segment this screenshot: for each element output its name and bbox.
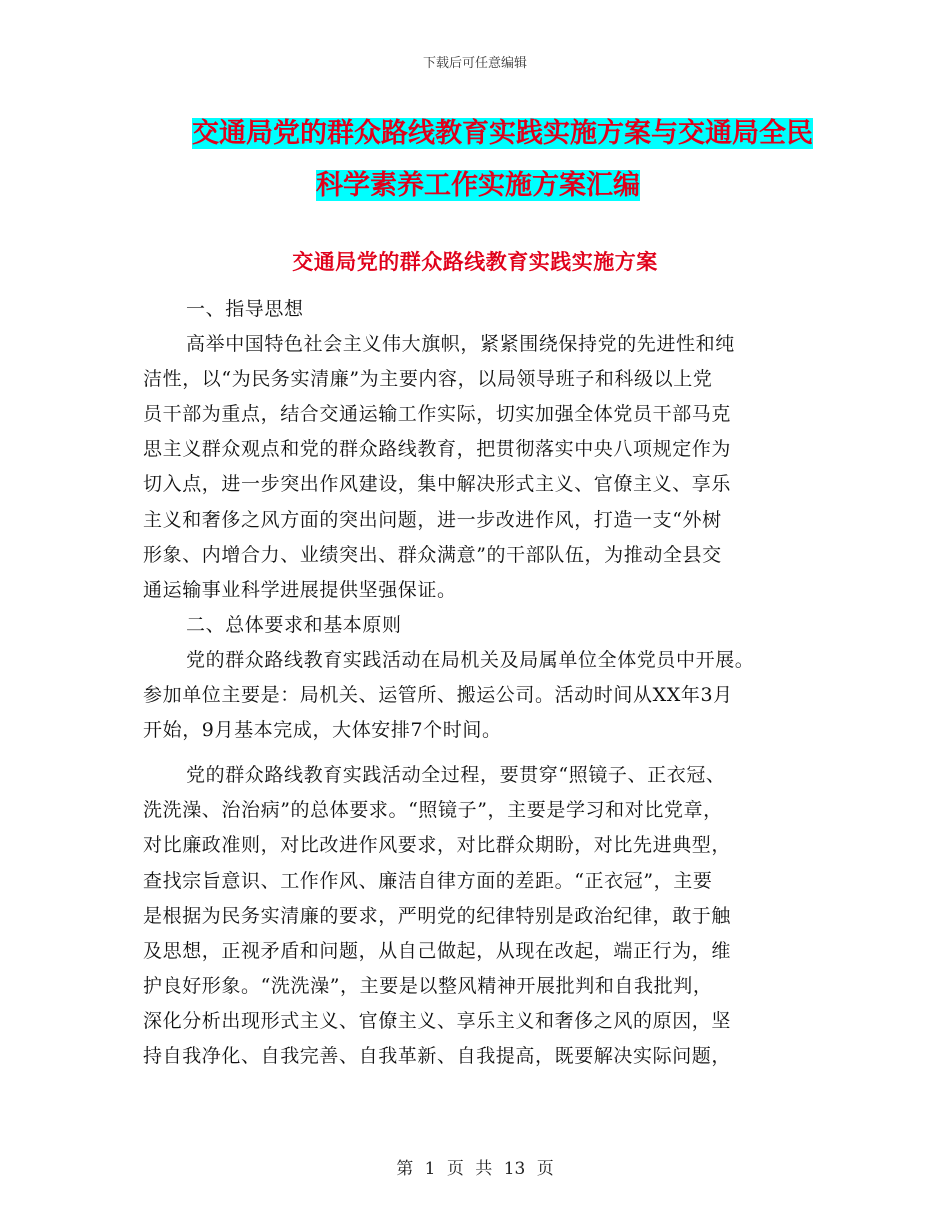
paragraph-line: 参加单位主要是：局机关、运管所、搬运公司。活动时间从XX年3月 [143,684,733,707]
paragraph-line: 形象、内增合力、业绩突出、群众满意”的干部队伍，为推动全县交 [143,543,722,566]
document-title-line-2: 科学素养工作实施方案汇编 [316,170,640,201]
heading-general-requirements: 二、总体要求和基本原则 [186,613,402,636]
paragraph-line: 高举中国特色社会主义伟大旗帜，紧紧围绕保持党的先进性和纯 [186,333,735,356]
paragraph-line: 查找宗旨意识、工作作风、廉洁自律方面的差距。“正衣冠”，主要 [143,869,713,892]
paragraph-line: 开始，9月基本完成，大体安排7个时间。 [143,719,502,742]
paragraph-line: 员干部为重点，结合交通运输工作实际，切实加强全体党员干部马克 [143,403,732,426]
paragraph-line: 党的群众路线教育实践活动全过程，要贯穿“照镜子、正衣冠、 [186,764,726,787]
paragraph-line: 对比廉政准则，对比改进作风要求，对比群众期盼，对比先进典型， [143,834,732,857]
paragraph-line: 深化分析出现形式主义、官僚主义、享乐主义和奢侈之风的原因，坚 [143,1009,732,1032]
paragraph-line: 党的群众路线教育实践活动在局机关及局属单位全体党员中开展。 [186,648,755,671]
paragraph-line: 洗洗澡、治治病”的总体要求。“照镜子”，主要是学习和对比党章， [143,799,723,822]
paragraph-line: 洁性，以“为民务实清廉”为主要内容，以局领导班子和科级以上党 [143,368,713,391]
paragraph-line: 及思想，正视矛盾和问题，从自己做起，从现在改起，端正行为，维 [143,939,732,962]
paragraph-line: 是根据为民务实清廉的要求，严明党的纪律特别是政治纪律，敢于触 [143,904,732,927]
paragraph-line: 切入点，进一步突出作风建设，集中解决形式主义、官僚主义、享乐 [143,473,732,496]
document-title [140,108,813,212]
section-title: 交通局党的群众路线教育实践实施方案 [292,249,658,274]
paragraph-line: 护良好形象。“洗洗澡”，主要是以整风精神开展批判和自我批判， [143,974,713,997]
paragraph-line: 思主义群众观点和党的群众路线教育，把贯彻落实中央八项规定作为 [143,438,732,461]
paragraph-line: 主义和奢侈之风方面的突出问题，进一步改进作风，打造一支“外树 [143,508,722,531]
heading-guiding-thought: 一、指导思想 [186,298,304,320]
page-header-note: 下载后可任意编辑 [422,56,527,71]
body-text [143,292,811,1074]
document-title-line-1: 交通局党的群众路线教育实践实施方案与交通局全民 [192,118,813,149]
paragraph-line: 持自我净化、自我完善、自我革新、自我提高，既要解决实际问题， [143,1044,732,1067]
paragraph-spacer [143,748,811,758]
page-number: 第 1 页 共 13 页 [396,1159,554,1179]
paragraph-line: 通运输事业科学进展提供坚强保证。 [143,578,457,601]
